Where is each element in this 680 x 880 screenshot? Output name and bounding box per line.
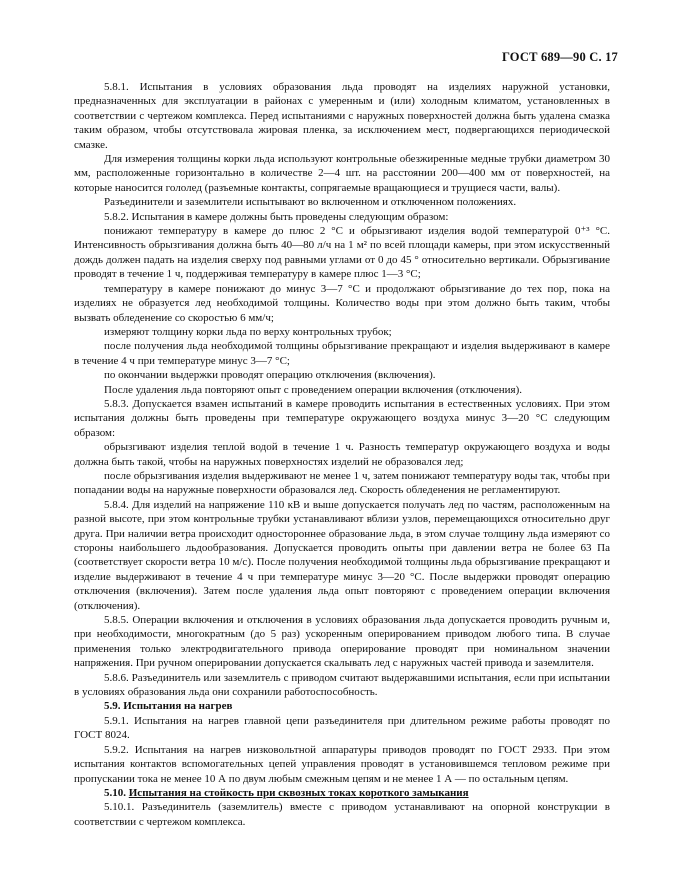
section-title: Испытания на стойкость при сквозных токах короткого замыкания bbox=[128, 786, 469, 799]
paragraph-5-8-3: 5.8.3. Допускается взамен испытаний в камере проводить испытания в естественных условиях. При этом испытания должны быть проведены при температуре окружающего воздуха минус 3—20 °С следующим образом: bbox=[74, 397, 610, 439]
section-title: Испытания на нагрев bbox=[123, 700, 233, 713]
paragraph-5-8-6: 5.8.6. Разъединитель или заземлитель с приводом считают выдержавшими испытания, если при испытании в условиях образования льда они сохранили работоспособность. bbox=[74, 671, 610, 699]
paragraph-warm-water: обрызгивают изделия теплой водой в течение 1 ч. Разность температур окружающего воздуха и воды должна быть такой, чтобы на наружных поверхностях изделий не образовался лед; bbox=[74, 441, 610, 468]
paragraph-minus-temp: температуру в камере понижают до минус 3—7 °С и продолжают обрызгивание до тех пор, пока на изделиях не образуется лед необходимой толщины. Количество воды при этом должно быть таким, чтобы вызвать обледенение со скоростью 6 мм/ч; bbox=[74, 282, 610, 324]
document-body bbox=[74, 80, 610, 829]
paragraph-hold: после получения льда необходимой толщины обрызгивание прекращают и изделия выдерживают в камере в течение 4 ч при температуре минус 3—7 °С; bbox=[74, 340, 610, 367]
page-header: ГОСТ 689—90 С. 17 bbox=[501, 50, 618, 64]
paragraph-after-spray: после обрызгивания изделия выдерживают не менее 1 ч, затем понижают температуру воды так, чтобы при попадании воды на наружные поверхности образовался лед. Скорость обледенения не регламентируют. bbox=[74, 469, 610, 497]
section-number: 5.9. bbox=[104, 700, 121, 713]
paragraph-tubes: Для измерения толщины корки льда используют контрольные обезжиренные медные трубки диаметром 30 мм, расположенные горизонтально в количестве 2—4 шт. на расстоянии 200—400 мм от поверхностей, на которые наносится гололед (разъемные контакты, сопрягаемые вращающиеся и трущиеся части, валы). bbox=[74, 153, 610, 194]
paragraph-5-8-2: 5.8.2. Испытания в камере должны быть проведены следующим образом: bbox=[104, 210, 449, 223]
paragraph-5-10-1: 5.10.1. Разъединитель (заземлитель) вместе с приводом устанавливают на опорной конструкции в соответствии с чертежом комплекса. bbox=[74, 801, 610, 828]
paragraph-switch-off: по окончании выдержки проводят операцию отключения (включения). bbox=[104, 369, 436, 382]
paragraph-5-8-4: 5.8.4. Для изделий на напряжение 110 кВ и выше допускается получать лед по частям, расположенным на разной высоте, при этом контрольные трубки устанавливают вблизи узлов, перемещающихся относительно друг друга. При наличии ветра происходит одностороннее образование льда, в этом случае толщину льда измеряют со стороны наибольшего льдообразования. Допускается проводить опыты при давлении ветра не более 63 Па (соответствует скорости ветра 10 м/с). После получения необходимой толщины льда обрызгивание прекращают и изделие выдерживают в течение 4 ч при температуре минус 3—20 °С. После выдержки проводят операцию отключения (включения). Затем после удаления льда опыт повторяют с проведением операции включения (отключения). bbox=[74, 498, 610, 612]
paragraph-lower-temp: понижают температуру в камере до плюс 2 °С и обрызгивают изделия водой температурой 0⁺³ °С. Интенсивность обрызгивания должна быть 40—80 л/ч на 1 м² по всей площади камеры, при этом искусственный дождь должен падать на изделия сверху под равными углами от 0 до 45 ° относительно вертикали. Обрызгивание проводят в течение 1 ч, поддерживая температуру в камере плюс 1—3 °С; bbox=[74, 225, 610, 281]
paragraph-5-8-1: 5.8.1. Испытания в условиях образования льда проводят на изделиях наружной установки, предназначенных для эксплуатации в районах с умеренным и (или) холодным климатом, установленных в соответствии с чертежом комплекса. Перед испытаниями с наружных поверхностей должна быть удалена смазка таким образом, чтобы отсутствовала жировая пленка, за исключением мест, подвергающихся периодической смазке. bbox=[74, 81, 610, 151]
section-heading-5-10 bbox=[74, 786, 610, 800]
section-heading-5-9 bbox=[74, 699, 610, 713]
paragraph-repeat: После удаления льда повторяют опыт с проведением операции включения (отключения). bbox=[104, 383, 523, 396]
section-number: 5.10. bbox=[104, 786, 126, 799]
paragraph-5-9-2: 5.9.2. Испытания на нагрев низковольтной аппаратуры приводов проводят по ГОСТ 2933. При этом испытания контактов вспомогательных цепей управления проводят в установившемся тепловом режиме при пропускании тока не менее 10 А по двум любым смежным цепям и не менее 1 А — по остальным цепям. bbox=[74, 743, 610, 785]
paragraph-measure: измеряют толщину корки льда по верху контрольных трубок; bbox=[104, 325, 392, 338]
paragraph-5-8-5: 5.8.5. Операции включения и отключения в условиях образования льда допускается проводить ручным и, при необходимости, многократным (до 5 раз) ускоренным оперированием приводом любого типа. В случае применения только электродвигательного привода оперирование проводят при номинальном значении напряжения. При ручном оперировании допускается скалывать лед с наружных частей привода и заземлителя. bbox=[74, 614, 610, 670]
paragraph-5-9-1: 5.9.1. Испытания на нагрев главной цепи разъединителя при длительном режиме работы проводят по ГОСТ 8024. bbox=[74, 714, 610, 742]
paragraph-positions: Разъединители и заземлители испытывают во включенном и отключенном положениях. bbox=[104, 196, 517, 209]
